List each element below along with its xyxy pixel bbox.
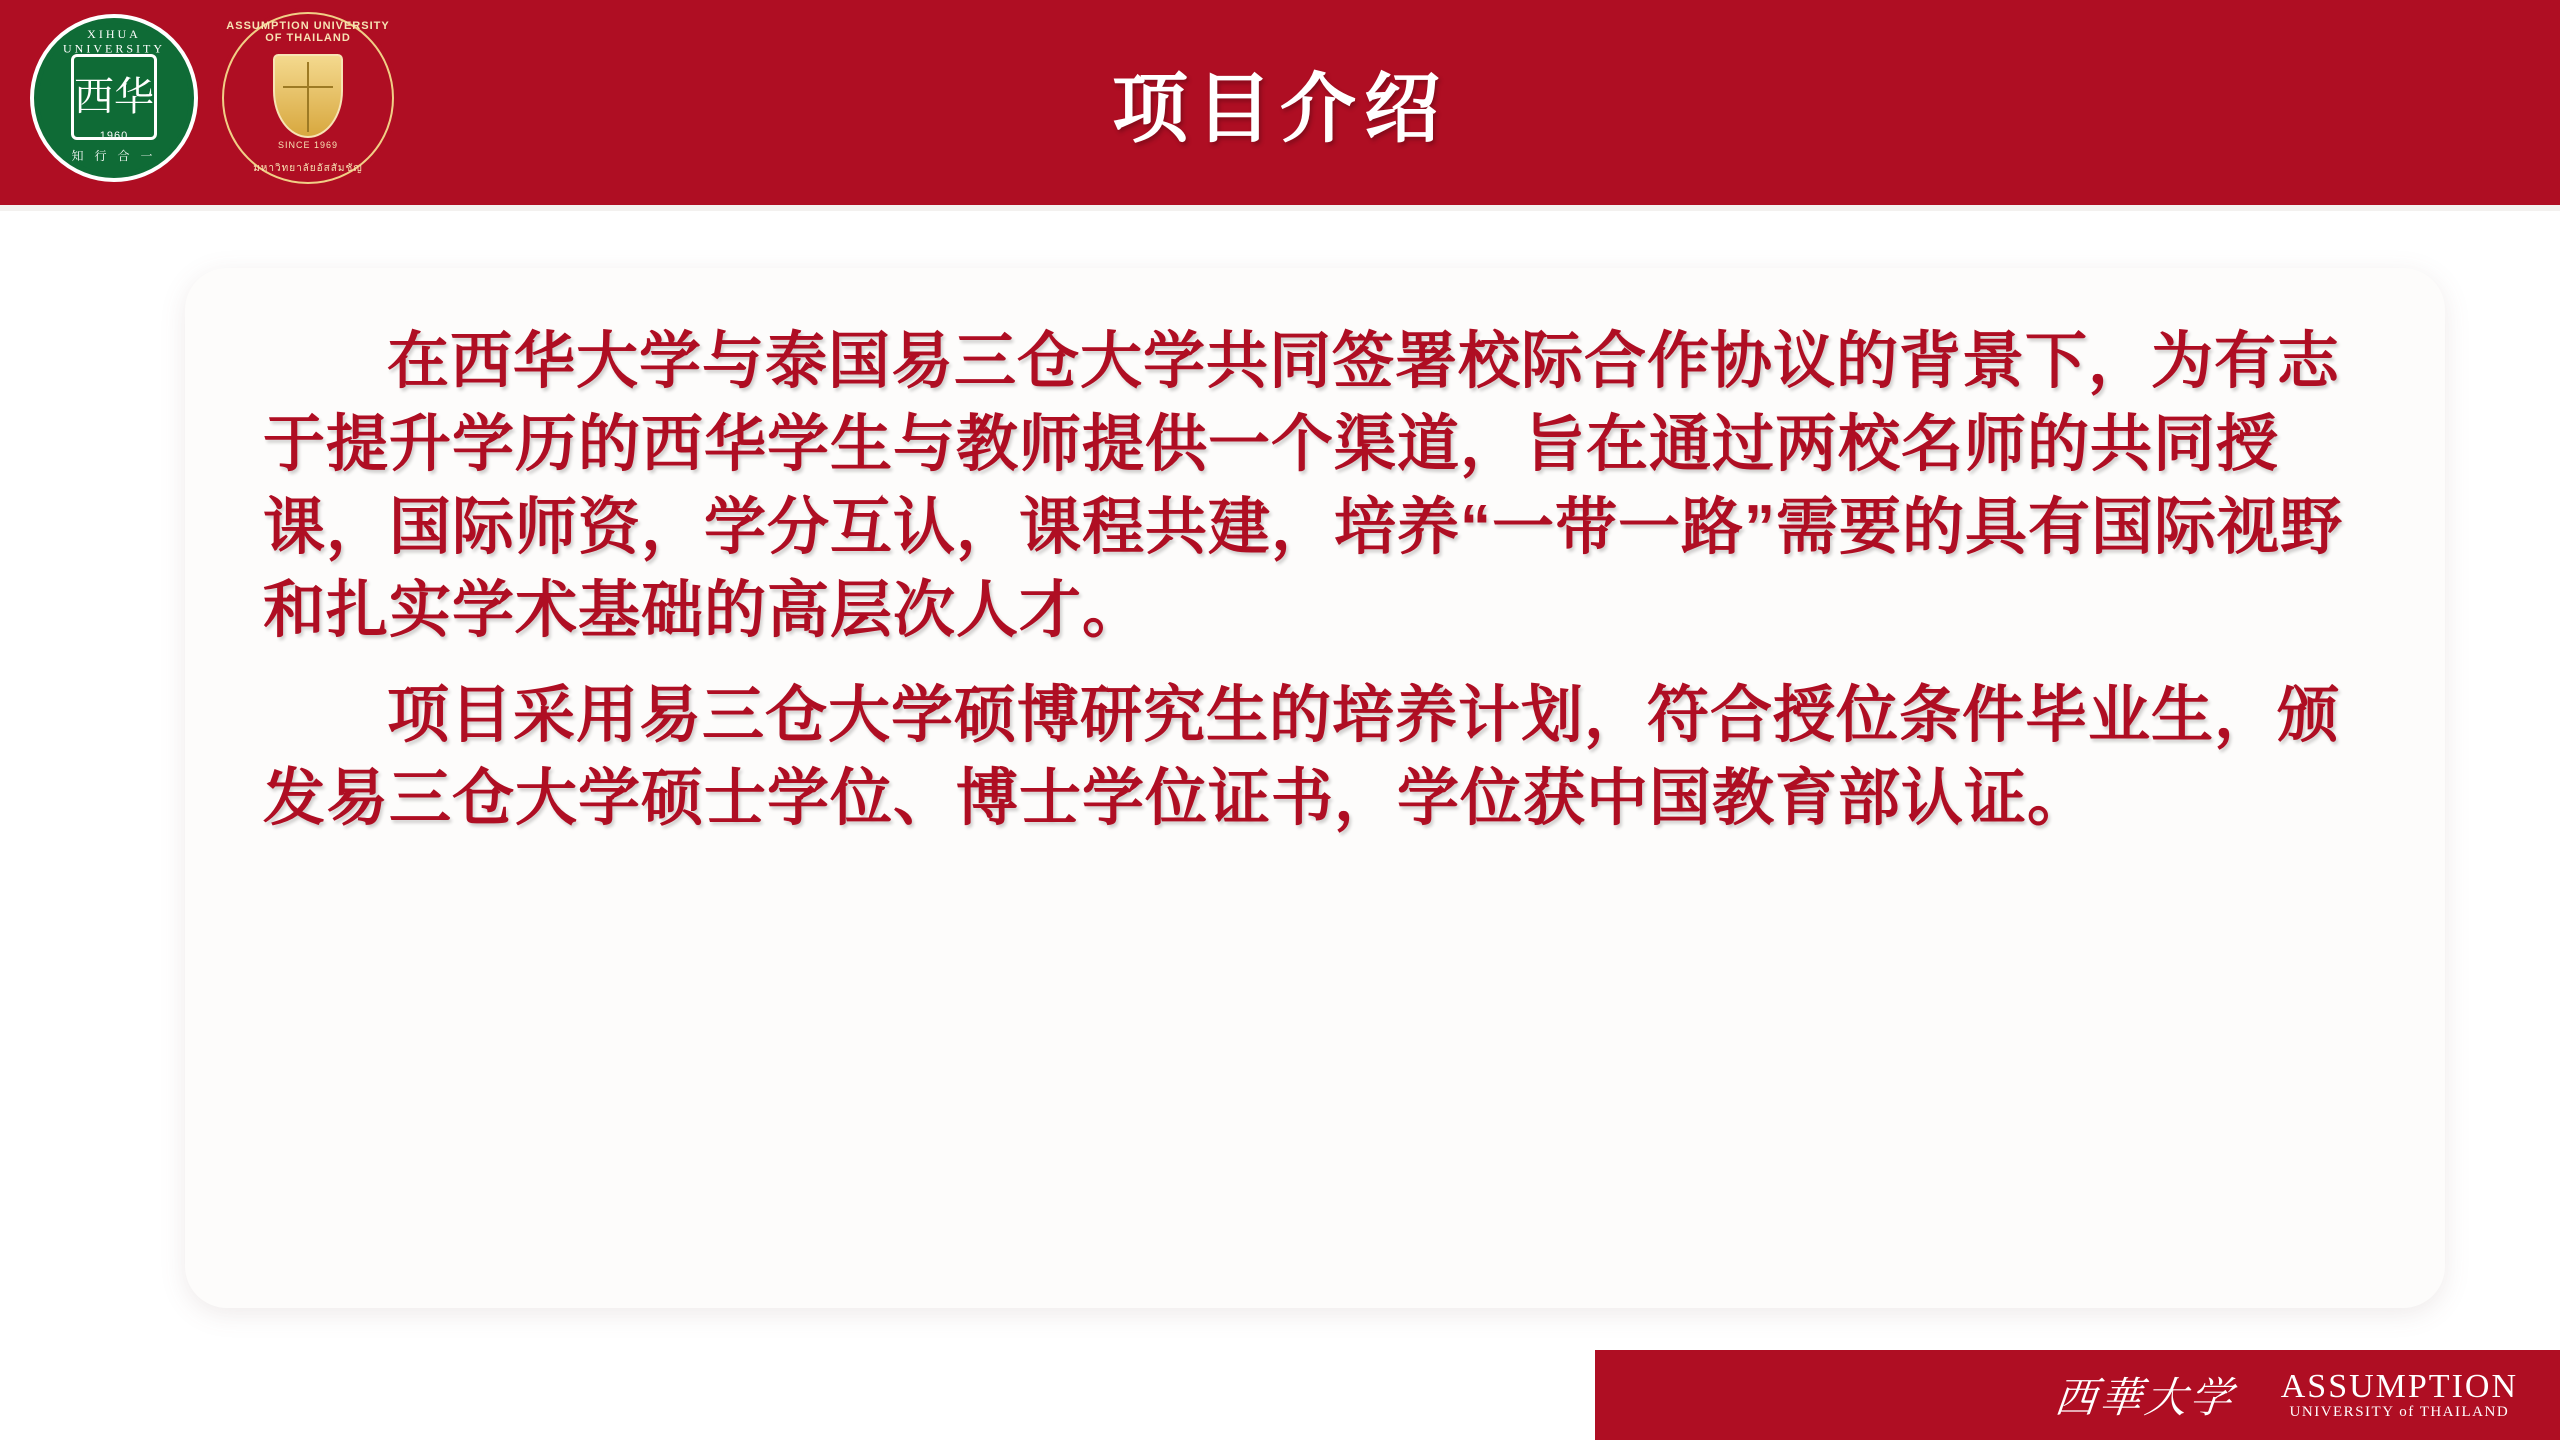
xihua-seal-arc-bottom: 知 行 合 一 (71, 149, 157, 163)
crest-arc-top: ASSUMPTION UNIVERSITY OF THAILAND (226, 20, 390, 44)
footer-assumption-line2: UNIVERSITY of THAILAND (2289, 1403, 2510, 1420)
body-paragraph-1: 在西华大学与泰国易三仓大学共同签署校际合作协议的背景下，为有志于提升学历的西华学生与教师提供一个渠道，旨在通过两校名师的共同授课，国际师资，学分互认，课程共建，培养“一带一路”需要的具有国际视野和扎实学术基础的高层次人才。 (263, 327, 2344, 646)
xihua-seal-core-text: 西华 (71, 54, 157, 140)
slide-footer (1595, 1350, 2560, 1440)
page-title: 项目介绍 (1112, 67, 1448, 152)
slide-header (0, 0, 2560, 205)
crest-arc-bottom: มหาวิทยาลัยอัสสัมชัญ (253, 163, 363, 174)
footer-assumption-wordmark (2281, 1369, 2518, 1420)
content-card (185, 268, 2445, 1308)
body-paragraph-2: 项目采用易三仓大学硕博研究生的培养计划，符合授位条件毕业生，颁发易三仓大学硕士学位、博士学位证书，学位获中国教育部认证。 (263, 681, 2341, 834)
xihua-seal-year: 1960 (99, 130, 129, 142)
crest-since-text: SINCE 1969 (277, 140, 339, 150)
xihua-seal-arc-top: XIHUA UNIVERSITY (63, 27, 165, 56)
footer-xihua-wordmark: 西華大学 (2051, 1376, 2237, 1422)
footer-assumption-line1: ASSUMPTION (2280, 1368, 2518, 1406)
header-divider (0, 205, 2560, 211)
